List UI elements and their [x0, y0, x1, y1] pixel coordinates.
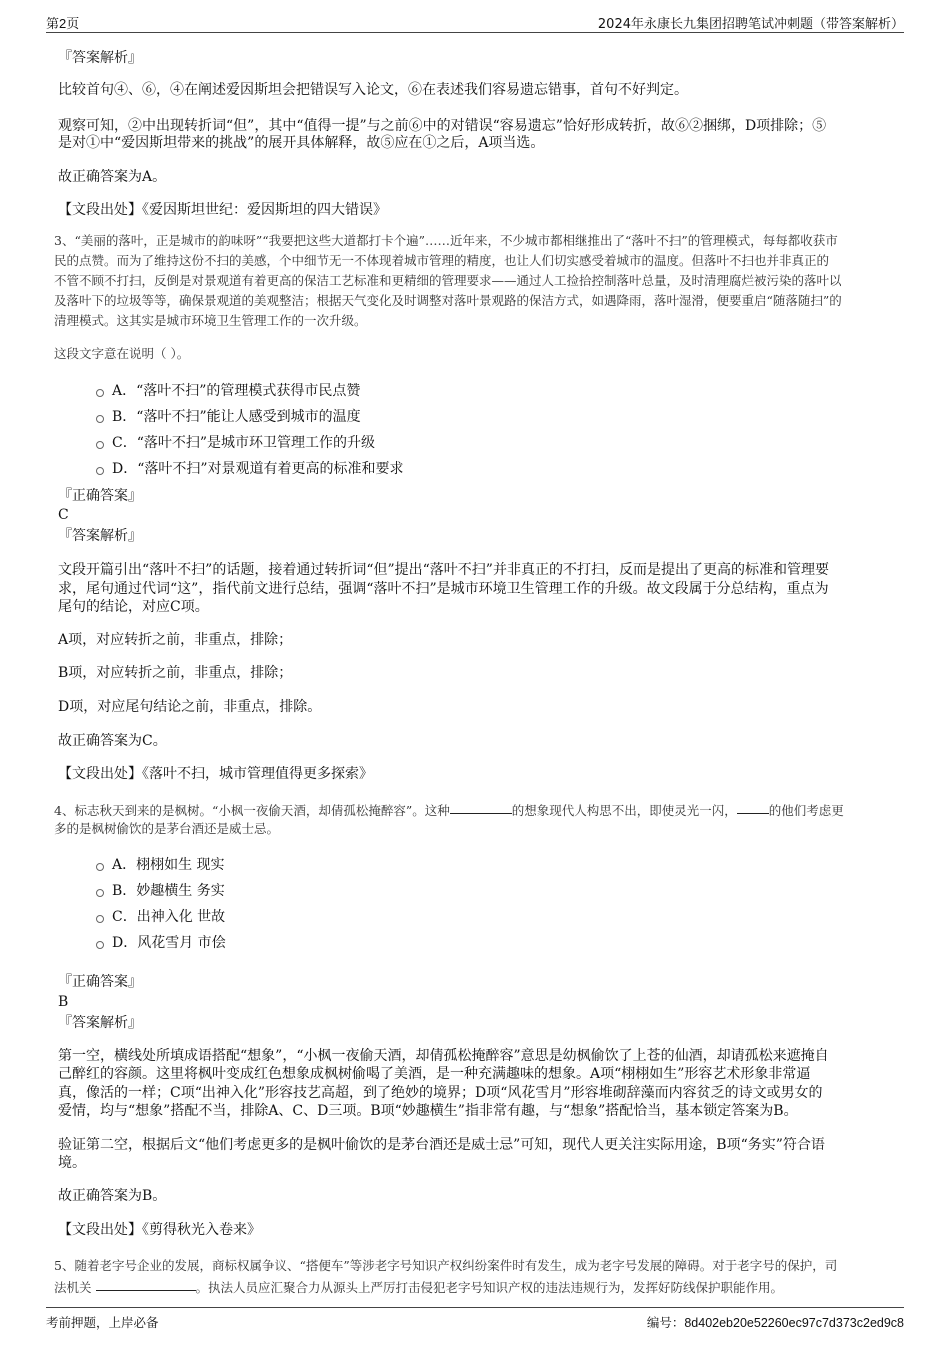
q3-analysis-d: D项，对应尾句结论之前，非重点，排除。 [58, 699, 322, 715]
q2-analysis-p1: 比较首句④、⑥，④在阐述爱因斯坦会把错误写入论文，⑥在表述我们容易遗忘错事，首句不好判定。 [58, 82, 688, 98]
q4-option-c[interactable]: C．出神入化 世故 [96, 908, 225, 926]
q4-correct-label: 『正确答案』 [58, 974, 142, 990]
page-header [46, 12, 904, 33]
q4-stem-line2: 多的是枫树偷饮的是茅台酒还是威士忌。 [54, 821, 280, 836]
q4-analysis-line: 爱情，均与“想象”搭配不当，排除A、C、D三项。B项“妙趣横生”指非常有趣，与“想象”搭配恰当，基本锁定答案为B。 [58, 1103, 798, 1119]
q4-analysis-line: 第一空，横线处所填成语搭配“想象”，“小枫一夜偷天酒，却倩孤松掩醉容”意思是幼枫偷饮了上苍的仙酒，却请孤松来遮掩自 [58, 1048, 829, 1064]
q4-analysis-label: 『答案解析』 [58, 1015, 142, 1031]
q3-option-a[interactable]: A．“落叶不扫”的管理模式获得市民点赞 [96, 382, 360, 400]
q3-option-b[interactable]: B．“落叶不扫”能让人感受到城市的温度 [96, 408, 361, 426]
q2-analysis-label: 『答案解析』 [58, 50, 142, 66]
q4-analysis-line: 己醉红的容颜。这里将枫叶变成红色想象成枫树偷喝了美酒，是一种充满趣味的想象。A项“栩栩如生”形容艺术形象非常逼 [58, 1066, 811, 1082]
footer-slogan: 考前押题，上岸必备 [46, 1315, 159, 1330]
q2-answer-conclusion: 故正确答案为A。 [58, 169, 167, 185]
q3-analysis-line: 求，尾句通过代词“这”，指代前文进行总结，强调“落叶不扫”是城市环境卫生管理工作的升级。故文段属于分总结构，重点为 [58, 581, 829, 597]
footer-doc-id: 编号：8d402eb20e52260ec97c7d373c2ed9c8 [646, 1316, 904, 1330]
q3-source: 【文段出处】《落叶不扫，城市管理值得更多探索》 [58, 766, 373, 782]
q3-analysis-b: B项，对应转折之前，非重点，排除； [58, 665, 293, 681]
q3-stem-line: 及落叶下的垃圾等等，确保景观道的美观整洁；根据天气变化及时调整对落叶景观路的保洁方式，如遇降雨，落叶湿滑，便要重启“随落随扫”的 [54, 293, 842, 308]
q3-analysis-line: 文段开篇引出“落叶不扫”的话题，接着通过转折词“但”提出“落叶不扫”并非真正的不打扫，反而是提出了更高的标准和管理要 [58, 562, 829, 578]
radio-icon[interactable] [96, 467, 104, 475]
q3-stem-line: 3、“美丽的落叶，正是城市的韵味呀”“我要把这些大道都打卡个遍”……近年来，不少城市都相继推出了“落叶不扫”的管理模式，每每都收获市 [54, 233, 838, 248]
fill-blank [737, 801, 769, 814]
q2-analysis-p2-line2: 是对①中“爱因斯坦带来的挑战”的展开具体解释，故⑤应在①之后，A项当选。 [58, 135, 545, 151]
radio-icon[interactable] [96, 889, 104, 897]
radio-icon[interactable] [96, 441, 104, 449]
page-number: 第2页 [46, 16, 80, 31]
q3-option-d[interactable]: D．“落叶不扫”对景观道有着更高的标准和要求 [96, 460, 404, 478]
q3-correct-answer: C [58, 507, 69, 523]
q5-stem-line1: 5、随着老字号企业的发展，商标权属争议、“搭便车”等涉老字号知识产权纠纷案件时有发生，成为老字号发展的障碍。对于老字号的保护，司 [54, 1258, 838, 1273]
q2-analysis-p2-line1: 观察可知，②中出现转折词“但”，其中“值得一提”与之前⑥中的对错误“容易遗忘”恰好形成转折，故⑥②捆绑，D项排除；⑤ [58, 118, 827, 134]
q4-stem-line1: 4、标志秋天到来的是枫树。“小枫一夜偷天酒，却倩孤松掩醉容”。这种 的想象现代人构思不出，即使灵光一闪， 的他们考虑更 [54, 803, 844, 818]
q3-answer-conclusion: 故正确答案为C。 [58, 733, 167, 749]
fill-blank [450, 801, 512, 814]
q4-analysis-line: 境。 [58, 1155, 86, 1171]
radio-icon[interactable] [96, 415, 104, 423]
page-footer [46, 1307, 904, 1330]
radio-icon[interactable] [96, 389, 104, 397]
q4-correct-answer: B [58, 994, 69, 1010]
q3-analysis-a: A项，对应转折之前，非重点，排除； [58, 632, 293, 648]
q5-stem-line2: 法机关 。执法人员应汇聚合力从源头上严厉打击侵犯老字号知识产权的违法违规行为，发挥好防线保护职能作用。 [54, 1280, 784, 1295]
radio-icon[interactable] [96, 915, 104, 923]
q4-option-d[interactable]: D．风花雪月 市侩 [96, 934, 226, 952]
q3-question: 这段文字意在说明（ ）。 [54, 346, 190, 361]
q3-analysis-line: 尾句的结论，对应C项。 [58, 599, 209, 615]
q4-answer-conclusion: 故正确答案为B。 [58, 1188, 167, 1204]
q3-stem-line: 清理模式。这其实是城市环境卫生管理工作的一次升级。 [54, 313, 367, 328]
q3-option-c[interactable]: C．“落叶不扫”是城市环卫管理工作的升级 [96, 434, 375, 452]
fill-blank [96, 1278, 196, 1291]
q2-source: 【文段出处】《爱因斯坦世纪：爱因斯坦的四大错误》 [58, 202, 387, 218]
q4-source: 【文段出处】《剪得秋光入卷来》 [58, 1222, 261, 1238]
radio-icon[interactable] [96, 863, 104, 871]
document-title: 2024年永康长九集团招聘笔试冲刺题（带答案解析） [597, 17, 904, 32]
q3-correct-label: 『正确答案』 [58, 488, 142, 504]
q4-analysis-line: 真，像活的一样；C项“出神入化”形容技艺高超，到了绝妙的境界；D项“风花雪月”形容堆砌辞藻而内容贫乏的诗文或男女的 [58, 1085, 823, 1101]
radio-icon[interactable] [96, 941, 104, 949]
q3-stem-line: 民的点赞。而为了维持这份不扫的美感，个中细节无一不体现着城市管理的精度，也让人们切实感受着城市的温度。但落叶不扫也并非真正的 [54, 253, 830, 268]
q3-analysis-label: 『答案解析』 [58, 528, 142, 544]
q4-option-a[interactable]: A．栩栩如生 现实 [96, 856, 225, 874]
q3-stem-line: 不管不顾不打扫，反倒是对景观道有着更高的保洁工艺标准和更精细的管理要求——通过人工捡拾控制落叶总量，及时清理腐烂被污染的落叶以 [54, 273, 842, 288]
q4-analysis-line: 验证第二空，根据后文“他们考虑更多的是枫叶偷饮的是茅台酒还是威士忌”可知，现代人更关注实际用途，B项“务实”符合语 [58, 1137, 825, 1153]
q4-option-b[interactable]: B．妙趣横生 务实 [96, 882, 225, 900]
